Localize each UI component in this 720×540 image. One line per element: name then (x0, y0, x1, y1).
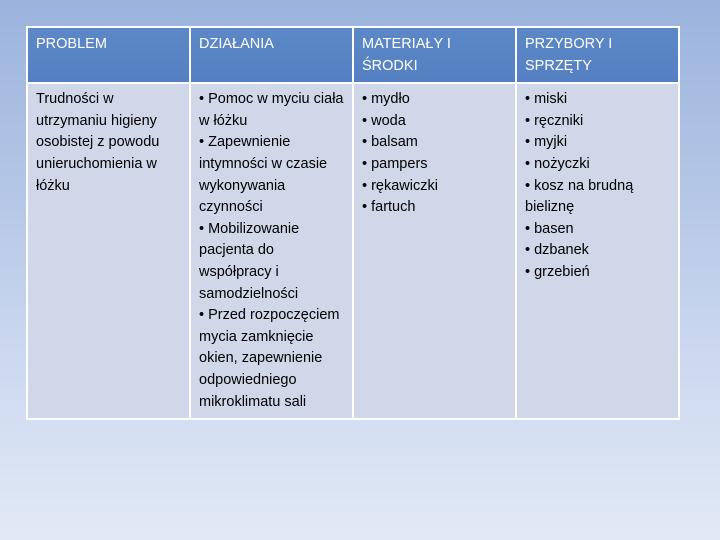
material-item: • fartuch (362, 199, 416, 216)
header-actions: DZIAŁANIA (190, 27, 353, 83)
equipment-item: • myjki (525, 134, 568, 151)
cell-materials (353, 83, 516, 419)
equipment-item: • miski (525, 91, 568, 108)
table-header-row (27, 27, 679, 83)
material-item: • balsam (362, 134, 418, 151)
equipment-item: • grzebień (525, 263, 590, 280)
header-equipment: PRZYBORY I SPRZĘTY (516, 27, 679, 83)
header-materials: MATERIAŁY I ŚRODKI (353, 27, 516, 83)
care-plan-table-container (26, 26, 678, 420)
action-item: • Pomoc w myciu ciała w łóżku (199, 91, 344, 129)
cell-actions (190, 83, 353, 419)
action-item: • Mobilizowanie pacjenta do współpracy i samodzielności (199, 220, 300, 302)
equipment-item: • kosz na brudną bieliznę (525, 177, 634, 216)
cell-problem (27, 83, 190, 419)
material-item: • mydło (362, 91, 410, 108)
equipment-item: • nożyczki (525, 155, 590, 172)
equipment-item: • ręczniki (525, 112, 584, 129)
cell-equipment (516, 83, 679, 419)
equipment-item: • basen (525, 220, 574, 237)
care-plan-table (26, 26, 680, 420)
material-item: • pampers (362, 155, 428, 172)
action-item: • Zapewnienie intymności w czasie wykonywania czynności (199, 134, 328, 216)
equipment-item: • dzbanek (525, 242, 589, 259)
table-row (27, 83, 679, 419)
problem-text: Trudności w utrzymaniu higieny osobistej z powodu unieruchomienia w łóżku (36, 91, 160, 194)
header-problem: PROBLEM (27, 27, 190, 83)
material-item: • woda (362, 112, 406, 129)
material-item: • rękawiczki (362, 177, 438, 194)
action-item: • Przed rozpoczęciem mycia zamknięcie okien, zapewnienie odpowiedniego mikroklimatu sali (199, 307, 340, 410)
